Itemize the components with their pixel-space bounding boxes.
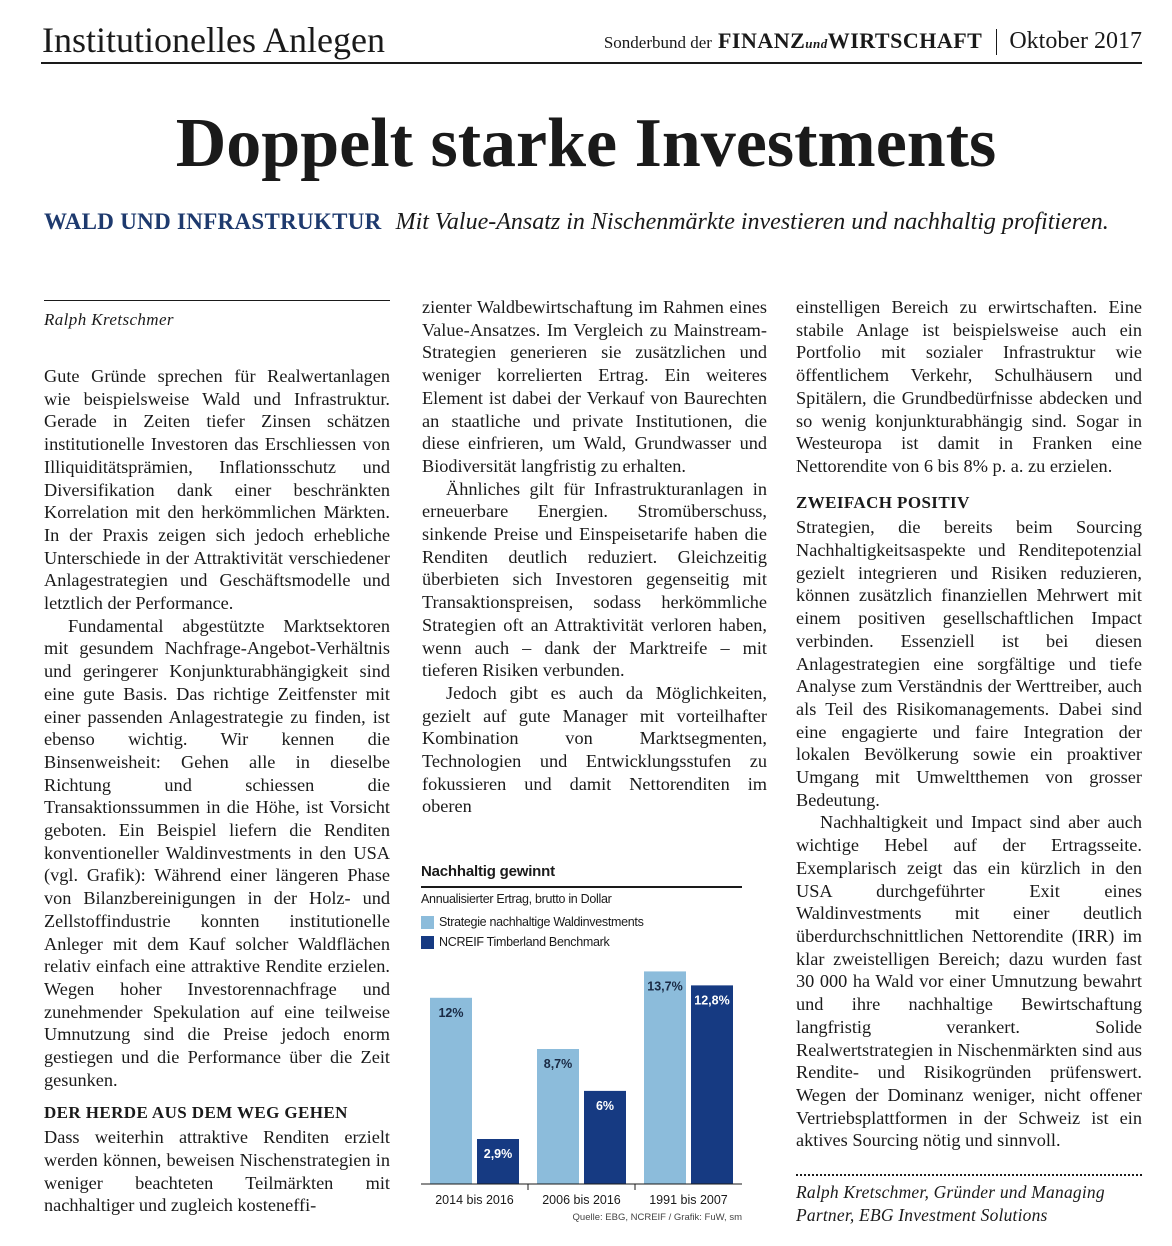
- legend-item: [421, 912, 644, 932]
- column-1: [44, 365, 390, 1217]
- chart-legend: [421, 912, 644, 952]
- paragraph: einstelligen Bereich zu erwirtschaften. Eine stabile Anlage ist beispielsweise auch ein Portfolio mit sozialer Infrastruktur wie öffentlichem Verkehr, Schulhäusern und Spitälern, die Grundbedürfnisse abdecken und so wenig konjunkturabhängig sind. Sogar in Westeuropa ist damit in Franken eine Nettorendite von 6 bis 8% p. a. zu erzielen.: [796, 297, 1142, 476]
- legend-label: NCREIF Timberland Benchmark: [439, 935, 610, 949]
- sonderbund-label: Sonderbund der: [603, 33, 712, 52]
- bar-benchmark: [691, 985, 733, 1184]
- headline: Doppelt starke Investments: [175, 105, 997, 182]
- legend-item: [421, 932, 644, 952]
- brand-und: und: [805, 36, 828, 51]
- data-label: 8,7%: [543, 1057, 573, 1071]
- publication-info: [604, 28, 1142, 55]
- legend-swatch: [421, 936, 434, 949]
- chart-plot: [421, 952, 742, 1212]
- data-label: 6%: [595, 1098, 615, 1113]
- category-label: 1991 bis 2007: [649, 1193, 728, 1207]
- section-title: Institutionelles Anlegen: [42, 20, 385, 60]
- signoff-rule: [796, 1174, 1142, 1176]
- chart-subtitle: Annualisierter Ertrag, brutto in Dollar: [421, 892, 612, 906]
- byline: Ralph Kretschmer: [44, 310, 174, 329]
- category-label: 2014 bis 2016: [435, 1193, 514, 1207]
- chart-source: Quelle: EBG, NCREIF / Grafik: FuW, sm: [572, 1212, 742, 1223]
- header-divider: [996, 29, 997, 55]
- paragraph: Nachhaltigkeit und Impact sind aber auch wichtige Hebel auf der Ertragsseite. Exemplarisch zeigt das ein kürzlich in den USA durchgeführter Exit eines Waldinvestments mit einer deutlich überdurchschnittlichen Nettorendite (IRR) im klar zweistelligen Bereich; dazu wurden fast 30 000 ha Wald vor einer Umnutzung bewahrt und ihre nachhaltige Bewirtschaftung langfristig verankert. Solide Realwertstrategien in Nischenmärkten sind aus Rendite- und Risikogründen prüfenswert. Wegen der Dominanz weniger, nicht offener Vertriebsplattformen in der Schweiz ist ein aktives Sourcing nötig und sinnvoll.: [796, 812, 1142, 1151]
- data-label: 13,7%: [647, 979, 683, 994]
- page-header: [41, 14, 1142, 64]
- paragraph: Fundamental abgestützte Marktsektoren mit gesundem Nachfrage-Angebot-Verhältnis und geringerer Konjunkturabhängigkeit sind eine gute Basis. Das richtige Zeitfenster mit einer passenden Anlagestrategie zu finden, ist ebenso wichtig. Wir kennen die Binsenweisheit: Gehen alle in dieselbe Richtung und schiessen die Transaktionssummen in die Höhe, ist Vorsicht geboten. Ein Beispiel liefern die Renditen konventioneller Waldinvestments in den USA (vgl. Grafik): Während einer längeren Phase von Bilanzbereinigungen in der Holz- und Zellstoffindustrie konnten institutionelle Anleger mit dem Kauf solcher Waldflächen relativ einfach eine attraktive Rendite erzielen. Wegen hoher Investorennachfrage und zunehmender Spekulation auf eine teilweise Umnutzung sind die Preise jedoch enorm gestiegen und die Performance über die Zeit gesunken.: [44, 615, 390, 1090]
- column-2: [422, 296, 767, 818]
- legend-label: Strategie nachhaltige Waldinvestments: [439, 915, 644, 929]
- publication-logo: [718, 28, 982, 54]
- data-label: 12%: [438, 1005, 464, 1020]
- chart-title: Nachhaltig gewinnt: [421, 863, 555, 880]
- issue-date: Oktober 2017: [1009, 28, 1142, 54]
- data-label: 12,8%: [694, 993, 730, 1008]
- paragraph: Dass weiterhin attraktive Renditen erzielt werden können, beweisen Nischenstrategien in weniger beachteten Teilmärkten mit nachhaltiger und zugleich kosteneffi-: [44, 1127, 390, 1216]
- subheading: ZWEIFACH POSITIV: [796, 492, 970, 512]
- returns-chart: [421, 862, 742, 1232]
- bar-benchmark: [477, 1139, 519, 1184]
- paragraph: Gute Gründe sprechen für Realwertanlagen wie beispielsweise Wald und Infrastruktur. Gerade in Zeiten tiefer Zinsen schätzen institutionelle Investoren das Erschliessen von Illiquiditätsprämien, Inflationsschutz und Diversifikation dank einer beschränkten Korrelation mit den herkömmlichen Märkten. In der Praxis zeigen sich jedoch erhebliche Unterschiede in der Attraktivität verschiedener Anlagestrategien und Geschäftsmodelle und letztlich der Performance.: [44, 366, 390, 614]
- column-3: [796, 296, 1142, 1152]
- paragraph: Strategien, die bereits beim Sourcing Nachhaltigkeitsaspekte und Renditepotenzial gezielt integrieren und Risiken reduzieren, können zusätzlich finanziellen Mehrwert mit einem positiven gesellschaftlichen Impact verbinden. Essenziell ist bei diesen Anlagestrategien eine sorgfältige und tiefe Analyse zum Verständnis der Werttreiber, auch als Teil des Risikomanagements. Dabei sind eine engagierte und faire Integration der lokalen Bevölkerung sowie ein proaktiver Umgang mit Umweltthemen von grosser Bedeutung.: [796, 517, 1142, 810]
- subheading: DER HERDE AUS DEM WEG GEHEN: [44, 1102, 348, 1122]
- kicker: WALD UND INFRASTRUKTUR: [44, 209, 382, 234]
- legend-swatch: [421, 916, 434, 929]
- deck: Mit Value-Ansatz in Nischenmärkte investieren und nachhaltig profitieren.: [395, 209, 1109, 235]
- brand-right: WIRTSCHAFT: [827, 28, 983, 53]
- paragraph: zienter Waldbewirtschaftung im Rahmen eines Value-Ansatzes. Im Vergleich zu Mainstream-Strategien generieren sie zusätzlichen und weniger korrelierten Ertrag. Ein weiteres Element ist dabei der Verkauf von Baurechten an staatliche und private Institutionen, die diese einfrieren, um Wald, Grundwasser und Biodiversität langfristig zu erhalten.: [422, 297, 767, 476]
- bar-sustainable: [430, 998, 472, 1184]
- data-label: 2,9%: [483, 1147, 513, 1161]
- bar-sustainable: [644, 971, 686, 1184]
- brand-left: FINANZ: [717, 28, 806, 53]
- author-note: Ralph Kretschmer, Gründer und Managing Partner, EBG Investment Solutions: [796, 1182, 1105, 1225]
- chart-title-rule: [421, 886, 742, 888]
- paragraph: Jedoch gibt es auch da Möglichkeiten, gezielt auf gute Manager mit vorteilhafter Kombination von Marktsegmenten, Technologien und Entwicklungsstufen zu fokussieren und damit Nettorenditen im oberen: [422, 682, 767, 817]
- paragraph: Ähnliches gilt für Infrastrukturanlagen in erneuerbare Energien. Stromüberschuss, sinkende Preise und Einspeisetarife haben die Renditen deutlich reduziert. Gleichzeitig überbieten sich Investoren gegenseitig mit Transaktionspreisen, sodass herkömmliche Strategien oft an Attraktivität verloren haben, wenn auch – dank der Marktreife – mit tieferen Risiken verbunden.: [422, 478, 767, 681]
- subhead: [44, 207, 1154, 237]
- category-label: 2006 bis 2016: [542, 1193, 621, 1207]
- byline-rule: [44, 300, 390, 301]
